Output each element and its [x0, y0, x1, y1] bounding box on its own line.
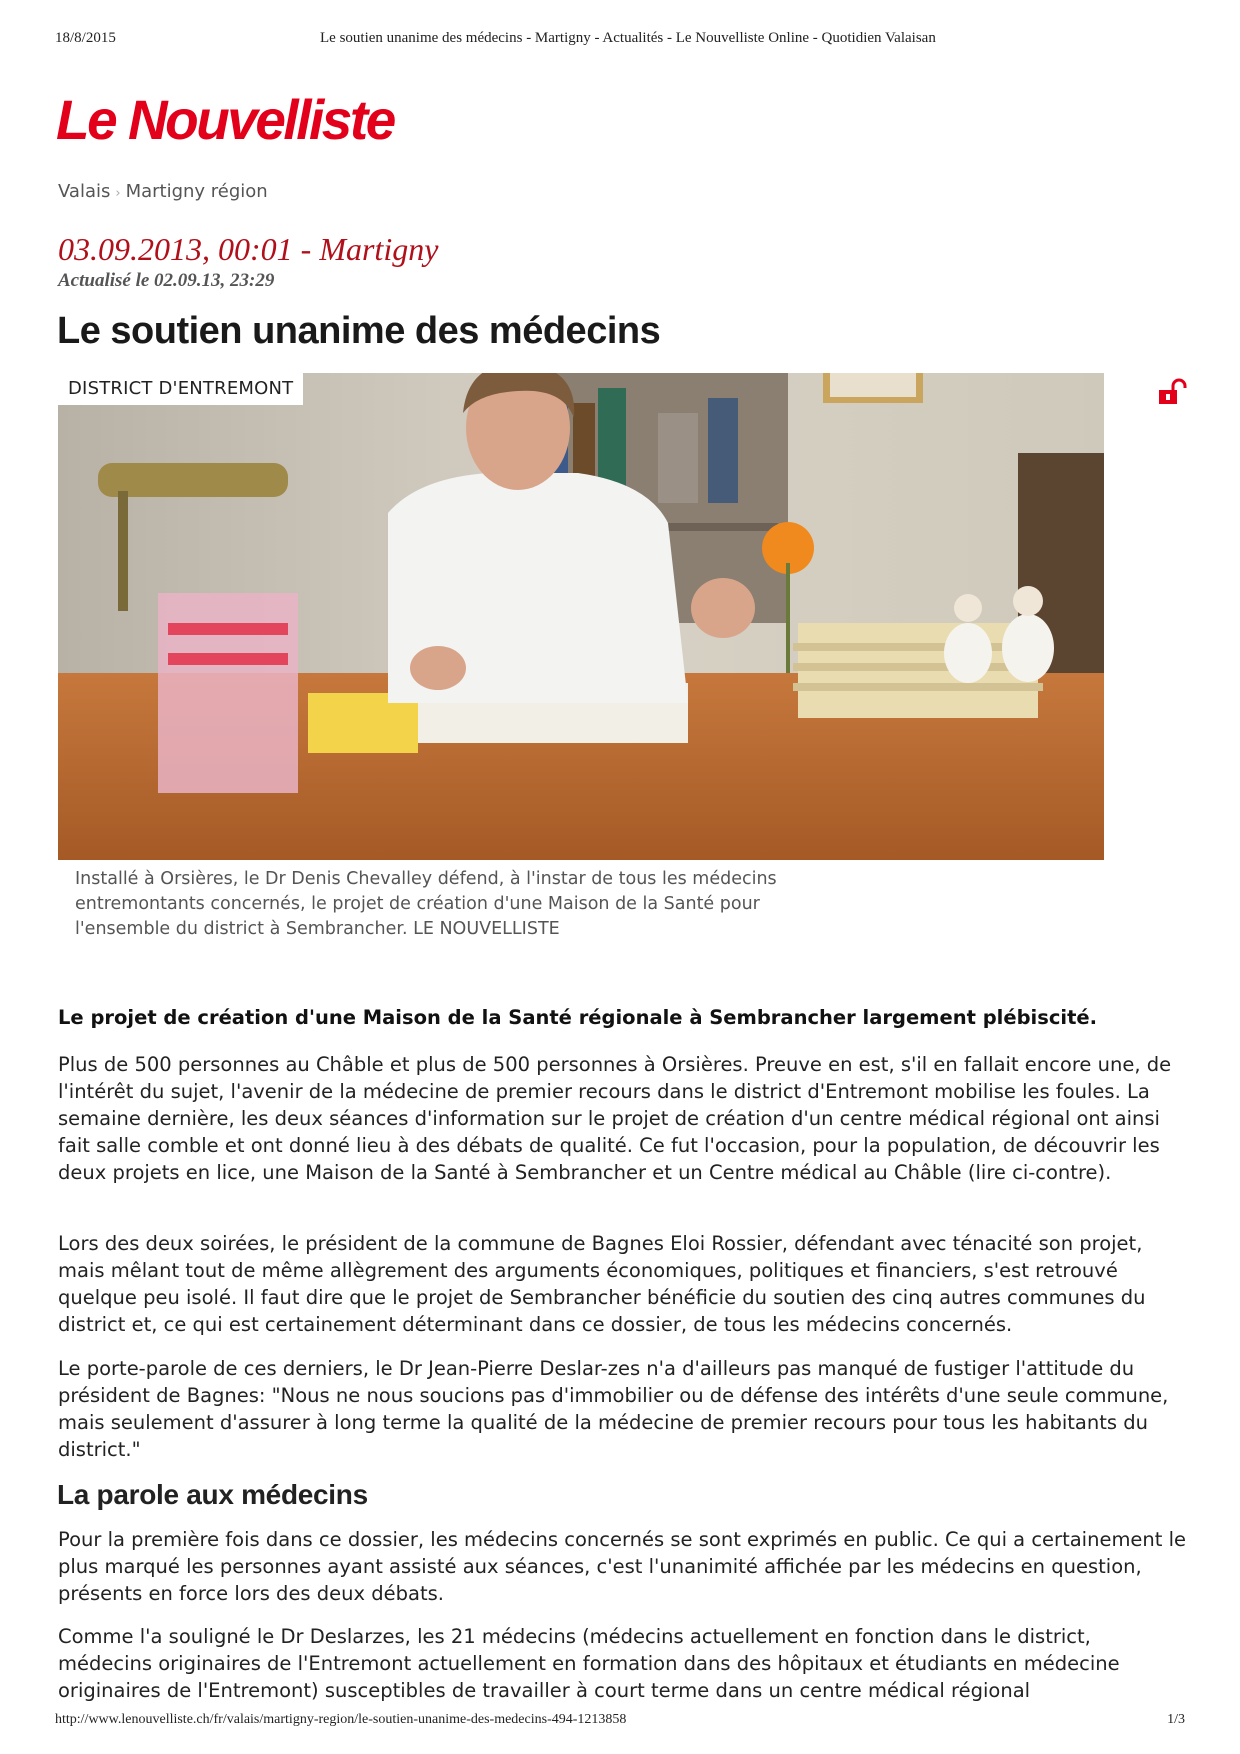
site-logo[interactable]: Le Nouvelliste	[56, 88, 394, 151]
paragraph-text: Comme l'a souligné le Dr Deslarzes, les 21 médecins (médecins actuellement en fonction dans le district, médecins originaires de l'Entremont actuellement en formation dans des hôpitaux et étudiants en médecine originaires de l'Entremont) susceptibles de travailler à court terme dans un centre médical régional	[58, 1625, 1120, 1702]
article-paragraph	[58, 1051, 1188, 1186]
article-updated: Actualisé le 02.09.13, 23:29	[58, 270, 275, 291]
page-number: 1/3	[1167, 1712, 1185, 1727]
padlock-open-icon[interactable]	[1157, 378, 1187, 406]
paragraph-text: Lors des deux soirées, le président de la commune de Bagnes Eloi Rossier, défendant avec ténacité son projet, mais mêlant tout de même allègrement des arguments économiques, politiques et financiers, s'est retrouvé quelque peu isolé. Il faut dire que le projet de Sembrancher bénéficie du soutien des cinq autres communes du district et, ce qui est certainement déterminant dans ce dossier, de tous les médecins concernés.	[58, 1232, 1146, 1336]
article-subhead: La parole aux médecins	[57, 1479, 368, 1510]
print-page-title: Le soutien unanime des médecins - Martigny - Actualités - Le Nouvelliste Online - Quotidien Valaisan	[320, 30, 936, 46]
article-dateline: 03.09.2013, 00:01 - Martigny	[58, 231, 439, 267]
article-lead: Le projet de création d'une Maison de la Santé régionale à Sembrancher largement plébiscité.	[58, 1006, 1098, 1029]
print-url: http://www.lenouvelliste.ch/fr/valais/martigny-region/le-soutien-unanime-des-medecins-494-1213858	[55, 1712, 627, 1727]
paragraph-text: Pour la première fois dans ce dossier, les médecins concernés se sont exprimés en public. Ce qui a certainement le plus marqué les personnes ayant assisté aux séances, c'est l'unanimité affichée par les médecins en question, présents en force lors des deux débats.	[58, 1528, 1187, 1605]
article-paragraph	[58, 1230, 1188, 1338]
article-paragraph	[58, 1526, 1188, 1607]
photo-illustration	[58, 373, 1104, 860]
breadcrumb-item-martigny[interactable]: Martigny région	[125, 181, 268, 202]
article-photo[interactable]	[58, 373, 1104, 860]
print-date: 18/8/2015	[55, 30, 116, 46]
article-headline: Le soutien unanime des médecins	[57, 310, 661, 352]
breadcrumb	[58, 181, 268, 202]
breadcrumb-item-valais[interactable]: Valais	[58, 181, 111, 202]
breadcrumb-separator: ›	[115, 186, 121, 201]
photo-tag: DISTRICT D'ENTREMONT	[58, 373, 303, 405]
article-paragraph	[58, 1355, 1188, 1463]
paragraph-text: Plus de 500 personnes au Châble et plus de 500 personnes à Orsières. Preuve en est, s'il en fallait encore une, de l'intérêt du sujet, l'avenir de la médecine de premier recours dans le district d'Entremont mobilise les foules. La semaine dernière, les deux séances d'information sur le projet de création d'un centre médical régional ont ainsi fait salle comble et ont donné lieu à des débats de qualité. Ce fut l'occasion, pour la population, de découvrir les deux projets en lice, une Maison de la Santé à Sembrancher et un Centre médical au Châble (lire ci-contre).	[58, 1053, 1172, 1184]
photo-caption: Installé à Orsières, le Dr Denis Chevalley défend, à l'instar de tous les médecins entremontants concernés, le projet de création d'une Maison de la Santé pour l'ensemble du district à Sembrancher. LE NOUVELLISTE	[75, 869, 777, 939]
paragraph-text: Le porte-parole de ces derniers, le Dr Jean-Pierre Deslar-zes n'a d'ailleurs pas manqué de fustiger l'attitude du président de Bagnes: "Nous ne nous soucions pas d'immobilier ou de défense des intérêts d'une seule commune, mais seulement d'assurer à long terme la qualité de la médecine de premier recours pour tous les habitants du district."	[58, 1357, 1169, 1461]
article-paragraph	[58, 1623, 1188, 1704]
